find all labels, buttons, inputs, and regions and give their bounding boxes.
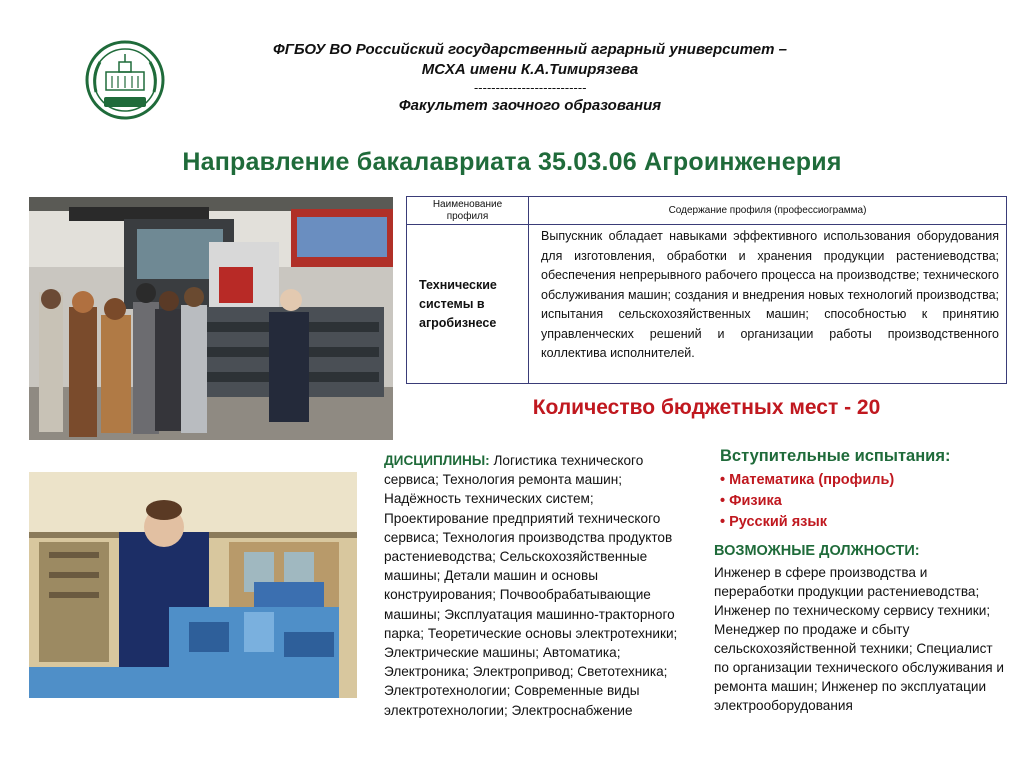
header-separator: -------------------------- [473, 80, 587, 95]
disciplines-block [384, 451, 700, 720]
entrance-exams-list [720, 470, 894, 533]
possible-positions-text: Инженер в сфере производства и переработки продукции растениеводства; Инженер по техническому сервису техники; Менеджер по продаже и сбыту сельскохозяйственной техники; Специалист по организации технического обслуживания и ремонта машин; Инженер по эксплуатации электрооборудования [714, 565, 1005, 713]
table-row [407, 225, 1007, 384]
header-line-2: МСХА имени К.А.Тимирязева [421, 61, 639, 78]
list-item: • Физика [720, 491, 894, 512]
header-line-1: ФГБОУ ВО Российский государственный аграрный университет – [273, 41, 787, 58]
disciplines-text: Логистика технического сервиса; Технология ремонта машин; Надёжность технических систем; Проектирование предприятий технического сервиса; Технология производства продуктов растениеводства; Сельскохозяйственные машины; Детали машин и основы конструирования; Почвообрабатывающие машины; Эксплуатация машинно-тракторного парка; Теоретические основы электротехники; Электрические машины; Автоматика; Электроника; Электропривод; Светотехника; Электротехнологии; Современные виды электротехнологии; Электроснабжение [384, 453, 678, 718]
table-header-row [407, 197, 1007, 225]
university-header [200, 40, 860, 116]
university-logo-icon [82, 40, 168, 120]
header-line-3: Факультет заочного образования [398, 97, 662, 114]
student-workshop-photo [29, 472, 357, 698]
disciplines-label: ДИСЦИПЛИНЫ: [384, 453, 490, 468]
budget-places: Количество бюджетных мест - 20 [532, 396, 881, 419]
direction-title: Направление бакалавриата 35.03.06 Агроинженерия [182, 148, 842, 176]
entrance-exams-title: Вступительные испытания: [720, 447, 951, 465]
profile-table [406, 196, 1007, 384]
list-item: • Русский язык [720, 512, 894, 533]
possible-positions-title: ВОЗМОЖНЫЕ ДОЛЖНОСТИ: [714, 543, 920, 559]
table-header-profile-content: Содержание профиля (профессиограмма) [529, 197, 1007, 225]
table-header-profile-name: Наименование профиля [407, 197, 529, 225]
profile-content-cell: Выпускник обладает навыками эффективного использования оборудования для изготовления, обработки и хранения продукции растениеводства; обеспечения непрерывного рабочего процесса на производстве; технического обслуживания машин; создания и внедрения новых технологий производства; испытания сельскохозяйственных машин; способностью к принятию управленческих решений и организации работы производственного коллектива исполнителей. [529, 225, 1007, 384]
list-item: • Математика (профиль) [720, 470, 894, 491]
students-harvester-photo [29, 197, 393, 440]
profile-name-cell: Технические системы в агробизнесе [407, 225, 529, 384]
